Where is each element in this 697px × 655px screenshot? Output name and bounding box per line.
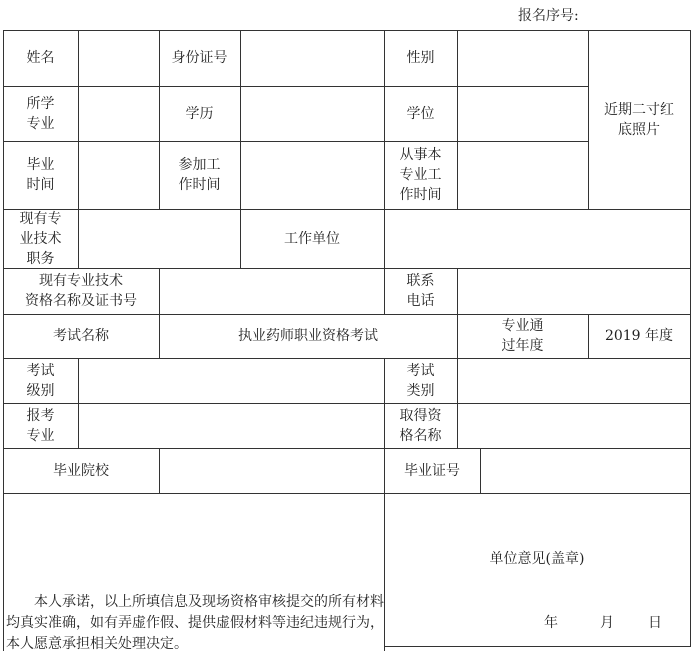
applied-major-field[interactable] [78, 403, 384, 448]
label-diploma-number: 毕业证号 [404, 462, 460, 479]
diploma-number-field[interactable] [480, 448, 690, 493]
qualification-certificate-field[interactable] [159, 268, 384, 314]
professional-work-time-field[interactable] [457, 141, 588, 209]
label-obtained-qualification: 取得资 格名称 [399, 407, 442, 444]
day-label: 日 [648, 615, 662, 631]
label-exam-category: 考试 类别 [406, 362, 435, 399]
serial-number-label: 报名序号: [518, 8, 579, 24]
name-field[interactable] [78, 30, 159, 86]
exam-name-value: 执业药师职业资格考试 [238, 328, 378, 344]
degree-field[interactable] [457, 86, 588, 141]
label-degree: 学位 [406, 105, 435, 122]
label-applied-major: 报考 专业 [26, 407, 55, 444]
label-name: 姓名 [26, 50, 55, 66]
label-graduation-time: 毕业 时间 [26, 157, 55, 193]
label-employer: 工作单位 [284, 230, 340, 247]
month-label: 月 [600, 615, 614, 631]
row-divider [3, 493, 691, 494]
graduation-time-field[interactable] [78, 141, 159, 209]
work-start-time-field[interactable] [240, 141, 384, 209]
gender-field[interactable] [457, 30, 588, 86]
exam-level-field[interactable] [78, 358, 384, 403]
table-border-right [690, 30, 691, 647]
label-exam-name: 考试名称 [53, 328, 109, 344]
label-exam-level: 考试 级别 [26, 362, 55, 399]
label-pass-year: 专业通 过年度 [501, 318, 544, 354]
obtained-qualification-field[interactable] [457, 403, 690, 448]
photo-area[interactable]: 近期二寸红 底照片 [604, 101, 674, 138]
label-major: 所学 专业 [26, 95, 55, 132]
pledge-text: 本人承诺，以上所填信息及现场资格审核提交的所有材料均真实准确，如有弄虚作假、提供虚假材料等违纪违规行为，本人愿意承担相关处理决定。 [6, 594, 384, 652]
school-field[interactable] [159, 448, 384, 493]
major-field[interactable] [78, 86, 159, 141]
pass-year-value: 2019 年度 [604, 328, 674, 344]
id-number-field[interactable] [240, 30, 384, 86]
label-phone: 联系 电话 [406, 273, 435, 309]
row-divider [384, 646, 691, 647]
technical-title-field[interactable] [78, 209, 240, 268]
year-label: 年 [544, 615, 558, 631]
label-work-start-time: 参加工 作时间 [178, 157, 221, 193]
label-qualification-certificate: 现有专业技术 资格名称及证书号 [25, 273, 137, 309]
label-school: 毕业院校 [53, 462, 109, 479]
employer-opinion-label: 单位意见(盖章) [489, 551, 585, 567]
education-field[interactable] [240, 86, 384, 141]
phone-field[interactable] [457, 268, 690, 314]
label-professional-work-time: 从事本 专业工 作时间 [399, 147, 442, 203]
employer-field[interactable] [384, 209, 690, 268]
label-education: 学历 [185, 105, 214, 122]
label-technical-title: 现有专 业技术 职务 [19, 210, 62, 267]
label-gender: 性别 [406, 50, 435, 66]
label-id-number: 身份证号 [171, 50, 228, 66]
exam-category-field[interactable] [457, 358, 690, 403]
